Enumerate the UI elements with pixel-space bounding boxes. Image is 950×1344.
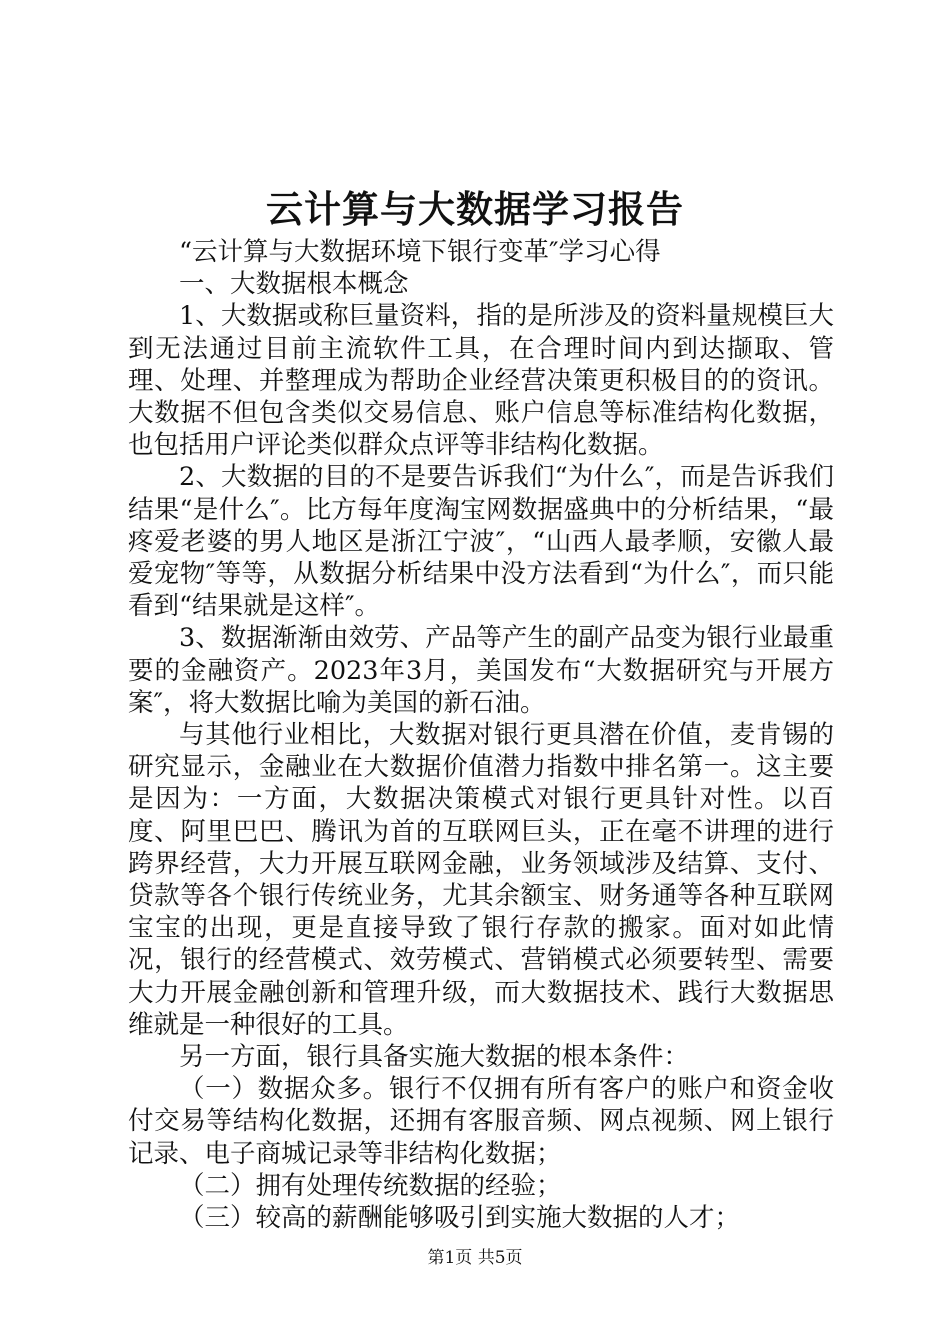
document-title: 云计算与大数据学习报告 <box>266 187 684 231</box>
body-paragraph: 另一方面，银行具备实施大数据的根本条件： <box>179 1042 690 1073</box>
subtitle-paragraph: “云计算与大数据环境下银行变革″学习心得 <box>179 237 661 267</box>
body-paragraph: 1、大数据或称巨量资料，指的是所涉及的资料量规模巨大到无法通过目前主流软件工具，在合理时间内到达撷取、管理、处理、并整理成为帮助企业经营决策更积极目的的资讯。大数据不但包含类似交易信息、账户信息等标准结构化数据，也包括用户评论类似群众点评等非结构化数据。 <box>128 301 834 461</box>
body-paragraph: 与其他行业相比，大数据对银行更具潜在价值，麦肯锡的研究显示，金融业在大数据价值潜力指数中排名第一。这主要是因为：一方面，大数据决策模式对银行更具针对性。以百度、阿里巴巴、腾讯为首的互联网巨头，正在毫不讲理的进行跨界经营，大力开展互联网金融，业务领域涉及结算、支付、贷款等各个银行传统业务，尤其余额宝、财务通等各种互联网宝宝的出现，更是直接导致了银行存款的搬家。面对如此情况，银行的经营模式、效劳模式、营销模式必须要转型、需要大力开展金融创新和管理升级，而大数据技术、践行大数据思维就是一种很好的工具。 <box>128 720 834 1040</box>
section-heading: 一、大数据根本概念 <box>179 269 409 300</box>
list-item-paragraph: （三）较高的薪酬能够吸引到实施大数据的人才； <box>179 1203 741 1234</box>
page-number-footer: 第1页 共5页 <box>427 1248 523 1268</box>
document-body <box>128 236 834 1234</box>
list-item-paragraph: （一）数据众多。银行不仅拥有所有客户的账户和资金收付交易等结构化数据，还拥有客服音频、网点视频、网上银行记录、电子商城记录等非结构化数据； <box>128 1074 834 1169</box>
list-item-paragraph: （二）拥有处理传统数据的经验； <box>179 1170 562 1201</box>
body-paragraph: 3、数据渐渐由效劳、产品等产生的副产品变为银行业最重要的金融资产。2023年3月，美国发布“大数据研究与开展方案″，将大数据比喻为美国的新石油。 <box>128 623 834 718</box>
body-paragraph: 2、大数据的目的不是要告诉我们“为什么″，而是告诉我们结果“是什么″。比方每年度淘宝网数据盛典中的分析结果，“最疼爱老婆的男人地区是浙江宁波″，“山西人最孝顺，安徽人最爱宠物″等等，从数据分析结果中没方法看到“为什么″，而只能看到“结果就是这样″。 <box>128 462 834 622</box>
